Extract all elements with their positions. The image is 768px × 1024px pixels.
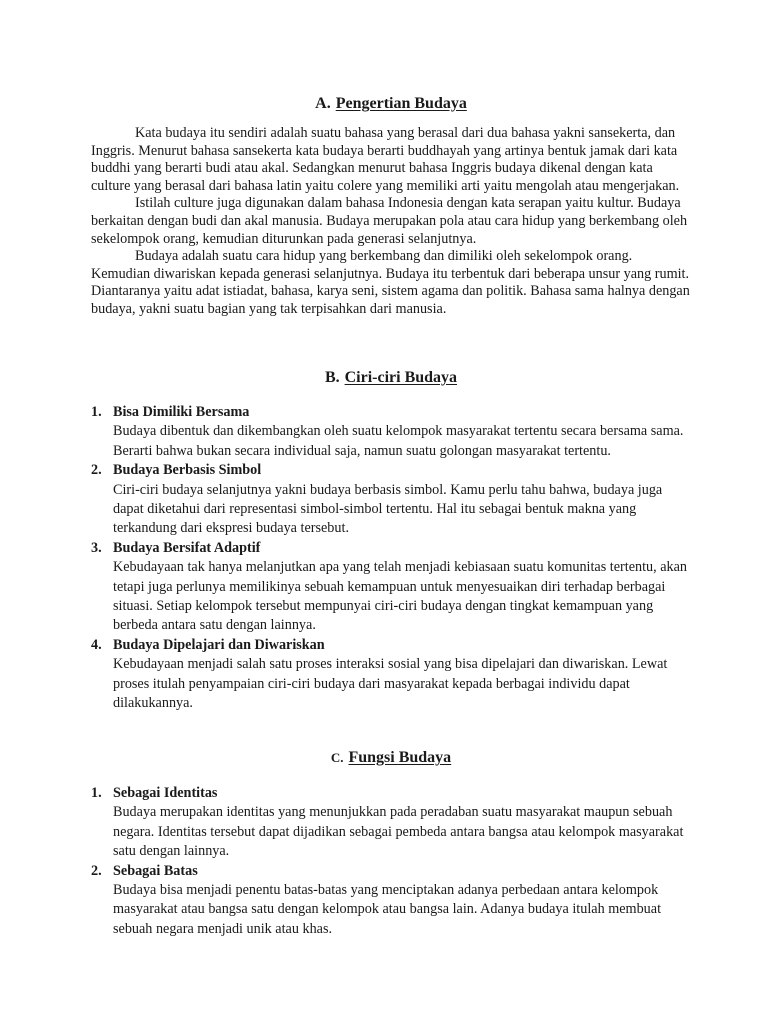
- section-title: Fungsi Budaya: [348, 749, 452, 766]
- item-title: Budaya Berbasis Simbol: [113, 462, 262, 479]
- paragraph: Kata budaya itu sendiri adalah suatu bahasa yang berasal dari dua bahasa yakni sansekerta, dan Inggris. Menurut bahasa sansekerta kata budaya berarti buddhayah yang artinya bentuk jamak dari kata buddhi yang berarti budi atau akal. Sedangkan menurut bahasa Inggris budaya dikenal dengan kata culture yang berasal dari bahasa latin yaitu colere yang memiliki arti yaitu mengolah atau mengerjakan.: [91, 125, 680, 194]
- item-number: 2.: [91, 462, 102, 479]
- fungsi-list: [91, 784, 691, 939]
- item-number: 2.: [91, 862, 102, 879]
- paragraph: Istilah culture juga digunakan dalam bahasa Indonesia dengan kata serapan yaitu kultur. Budaya berkaitan dengan budi dan akal manusia. Budaya merupakan pola atau cara hidup yang berkembang oleh sekelompok orang, kemudian diturunkan pada generasi selanjutnya.: [91, 195, 688, 247]
- section-fungsi: [91, 748, 691, 939]
- section-title: Pengertian Budaya: [335, 95, 467, 112]
- item-number: 1.: [91, 404, 102, 420]
- list-item: [91, 539, 691, 636]
- item-number: 1.: [91, 785, 102, 801]
- list-item: [91, 461, 691, 539]
- section-letter: C.: [330, 750, 344, 765]
- item-body: Ciri-ciri budaya selanjutnya yakni budaya berbasis simbol. Kamu perlu tahu bahwa, budaya juga dapat diketahui dari representasi simbol-simbol tertentu. Hal itu sebagai bentuk makna yang terkandung dari ekspresi budaya tersebut.: [113, 481, 663, 537]
- item-body: Kebudayaan menjadi salah satu proses interaksi sosial yang bisa dipelajari dan diwariskan. Lewat proses itulah penyampaian ciri-ciri budaya dari masyarakat kepada berbagai individu dapat dilakukannya.: [113, 656, 668, 712]
- item-body: Budaya merupakan identitas yang menunjukkan pada peradaban suatu masyarakat maupun sebuah negara. Identitas tersebut dapat dijadikan sebagai pembeda antara bangsa atau kelompok masyarakat satu dengan lainnya.: [113, 804, 684, 860]
- section-heading: [91, 94, 691, 114]
- section-letter: A.: [315, 95, 331, 112]
- section-ciri-ciri: [91, 368, 691, 714]
- section-pengertian: [91, 94, 691, 319]
- list-item: [91, 784, 691, 862]
- item-title: Bisa Dimiliki Bersama: [113, 404, 250, 420]
- item-number: 4.: [91, 636, 102, 653]
- section-letter: B.: [324, 369, 340, 386]
- item-body: Kebudayaan tak hanya melanjutkan apa yang telah menjadi kebiasaan suatu komunitas tertentu, akan tetapi juga perlunya memilikinya sebuah kemampuan untuk menyesuaikan diri terhadap berbagai situasi. Setiap kelompok tersebut mempunyai ciri-ciri budaya dengan tingkat kemampuan yang berbeda antara satu dengan lainnya.: [113, 559, 687, 634]
- list-item: [91, 636, 691, 714]
- item-title: Sebagai Identitas: [113, 785, 218, 801]
- section-heading: [91, 368, 691, 388]
- item-title: Sebagai Batas: [113, 862, 198, 879]
- section-heading: [91, 748, 691, 768]
- item-body: Budaya dibentuk dan dikembangkan oleh suatu kelompok masyarakat tertentu secara bersama sama. Berarti bahwa bukan secara individual saja, namun suatu golongan masyarakat tertentu.: [113, 423, 684, 459]
- list-item: [91, 403, 691, 461]
- item-body: Budaya bisa menjadi penentu batas-batas yang menciptakan adanya perbedaan antara kelompok masyarakat atau bangsa satu dengan kelompok atau bangsa lain. Adanya budaya itulah membuat sebuah negara menjadi unik atau khas.: [113, 882, 662, 937]
- item-title: Budaya Bersifat Adaptif: [113, 539, 261, 556]
- list-item: [91, 862, 691, 940]
- section-title: Ciri-ciri Budaya: [344, 369, 458, 386]
- item-number: 3.: [91, 539, 102, 556]
- item-title: Budaya Dipelajari dan Diwariskan: [113, 636, 325, 653]
- ciri-ciri-list: [91, 403, 691, 714]
- paragraph: Budaya adalah suatu cara hidup yang berkembang dan dimiliki oleh sekelompok orang. Kemudian diwariskan kepada generasi selanjutnya. Budaya itu terbentuk dari beberapa unsur yang rumit. Diantaranya yaitu adat istiadat, bahasa, karya seni, sistem agama dan politik. Bahasa sama halnya dengan budaya, yakni suatu bagian yang tak terpisahkan dari manusia.: [91, 248, 690, 317]
